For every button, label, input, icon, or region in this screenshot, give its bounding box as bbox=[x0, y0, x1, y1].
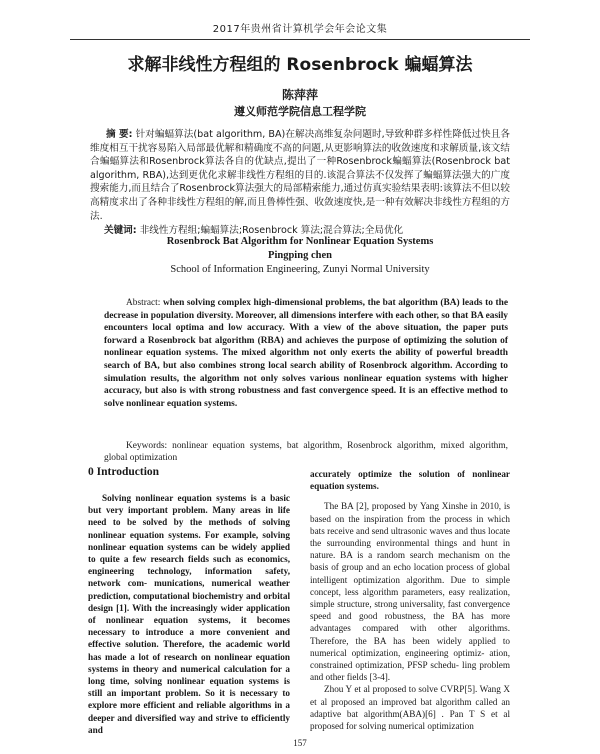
section-heading-introduction: 0 Introduction bbox=[88, 466, 160, 478]
affiliation-english: School of Information Engineering, Zunyi Normal University bbox=[170, 264, 430, 275]
bat-algorithm-paragraph: The BA [2], proposed by Yang Xinshe in 2010, is based on the inspiration from the process in which bats receive and send ultrasonic waves and thus locate the surrounding environmental things and hunt in nature. BA is a random search mechanism on the basis of group and an echo location process of global intelligent optimization algorithm. Due to simple concept, less algorithm parameters, easy realization, simple structure, strong universality, fast convergence speed and good robustness, the BA has more advantages compared with other algorithms. Therefore, the BA has been widely applied to numerical optimization, engineering optimiz- ation, constrained optimization, PFSP schedu- ling problem and other fields [3-4]. bbox=[310, 501, 510, 683]
page-number: 157 bbox=[293, 738, 307, 748]
right-column bbox=[310, 468, 510, 732]
abstract-chinese bbox=[90, 128, 510, 223]
keywords-english-text: nonlinear equation systems, bat algorithm, Rosenbrock algorithm, mixed algorithm, global optimization bbox=[104, 441, 509, 464]
intro-continuation: accurately optimize the solution of nonlinear equation systems. bbox=[310, 469, 510, 492]
keywords-english-label: Keywords: bbox=[126, 441, 168, 451]
abstract-english bbox=[104, 297, 508, 410]
author-english: Pingping chen bbox=[268, 250, 332, 261]
keywords-english bbox=[104, 440, 508, 465]
left-column bbox=[88, 492, 290, 736]
keywords-chinese bbox=[104, 222, 510, 236]
running-header: 2017年贵州省计算机学会年会论文集 bbox=[70, 20, 530, 40]
keywords-chinese-text: 非线性方程组;蝙蝠算法;Rosenbrock 算法;混合算法;全局优化 bbox=[139, 225, 404, 236]
abstract-chinese-text: 针对蝙蝠算法(bat algorithm, BA)在解决高维复杂问题时,导致种群多样性降低过快且各维度相互干扰容易陷入局部最优解和精确度不高的问题,从更影响算法的收敛速度和求解质量,该文结合蝙蝠算法和Rosenbrock算法各自的优缺点,提出了一种Rosenbrock蝙蝠算法(Rosenbrock bat algorithm, RBA),达到更优化求解非线性方程组的目的.该混合算法不仅发挥了蝙蝠算法强大的广度搜索能力,而且结合了Rosenbrock算法强大的局部精索能力,通过仿真实验结果表明:该算法不但以较高精度求出了各种非线性方程组的解,而且鲁棒性强、收敛速度快,是一种有效解决非线性方程组的方法. bbox=[90, 129, 510, 222]
abstract-chinese-label: 摘 要: bbox=[106, 129, 133, 140]
affiliation-chinese: 遵义师范学院信息工程学院 bbox=[234, 105, 366, 118]
paper-title-chinese: 求解非线性方程组的 Rosenbrock 蝙蝠算法 bbox=[127, 55, 473, 75]
keywords-chinese-label: 关键词: bbox=[104, 225, 137, 236]
abstract-english-text: when solving complex high-dimensional problems, the bat algorithm (BA) leads to the decrease in population diversity. Moreover, all dimensions interfere with each other, so that BA easily encounters local optima and low accuracy. With a view of the above situation, the paper puts forward a Rosenbrock bat algorithm (RBA) and achieves the purpose of optimizing the solution of nonlinear equation systems. The mixed algorithm not only exerts the ability of powerful breadth search of BA, but also combines strong local search ability of Rosenbrock algorithm. According to simulation results, the algorithm not only solves various nonlinear equation systems with higher accuracy, but also is with strong robustness and fast convergence speed. It is an effective method to solve nonlinear equation systems. bbox=[104, 298, 508, 409]
author-chinese: 陈萍萍 bbox=[281, 88, 318, 102]
intro-paragraph-left: Solving nonlinear equation systems is a basic but very important problem. Many areas in life need to be solved by the methods of solving nonlinear equation systems. For example, solving nonlinear equation systems can be widely applied to quite a few research fields such as economics, engineering technology, information safety, network com- munications, numerical weather prediction, computational biochemistry and orbital design [1]. With the increasingly wider application of nonlinear equation systems, it becomes necessary to introduce a more convenient and effective solution. Therefore, the academic world has made a lot of research on nonlinear equation systems in theory and numerical calculation for a long time, solving nonlinear equation systems is still an important problem. So it is necessary to explore more efficient and reliable algorithms in a deeper and diversified way and strive to efficiently and bbox=[88, 493, 290, 735]
paper-title-english: Rosenbrock Bat Algorithm for Nonlinear Equation Systems bbox=[166, 236, 434, 247]
abstract-english-label: Abstract: bbox=[126, 298, 161, 308]
related-work-paragraph: Zhou Y et al proposed to solve CVRP[5]. Wang X et al proposed an improved bat algorithm called an adaptive bat algorithm(ABA)[6] . Pan T S et al proposed for solving numerical optimization bbox=[310, 684, 510, 732]
